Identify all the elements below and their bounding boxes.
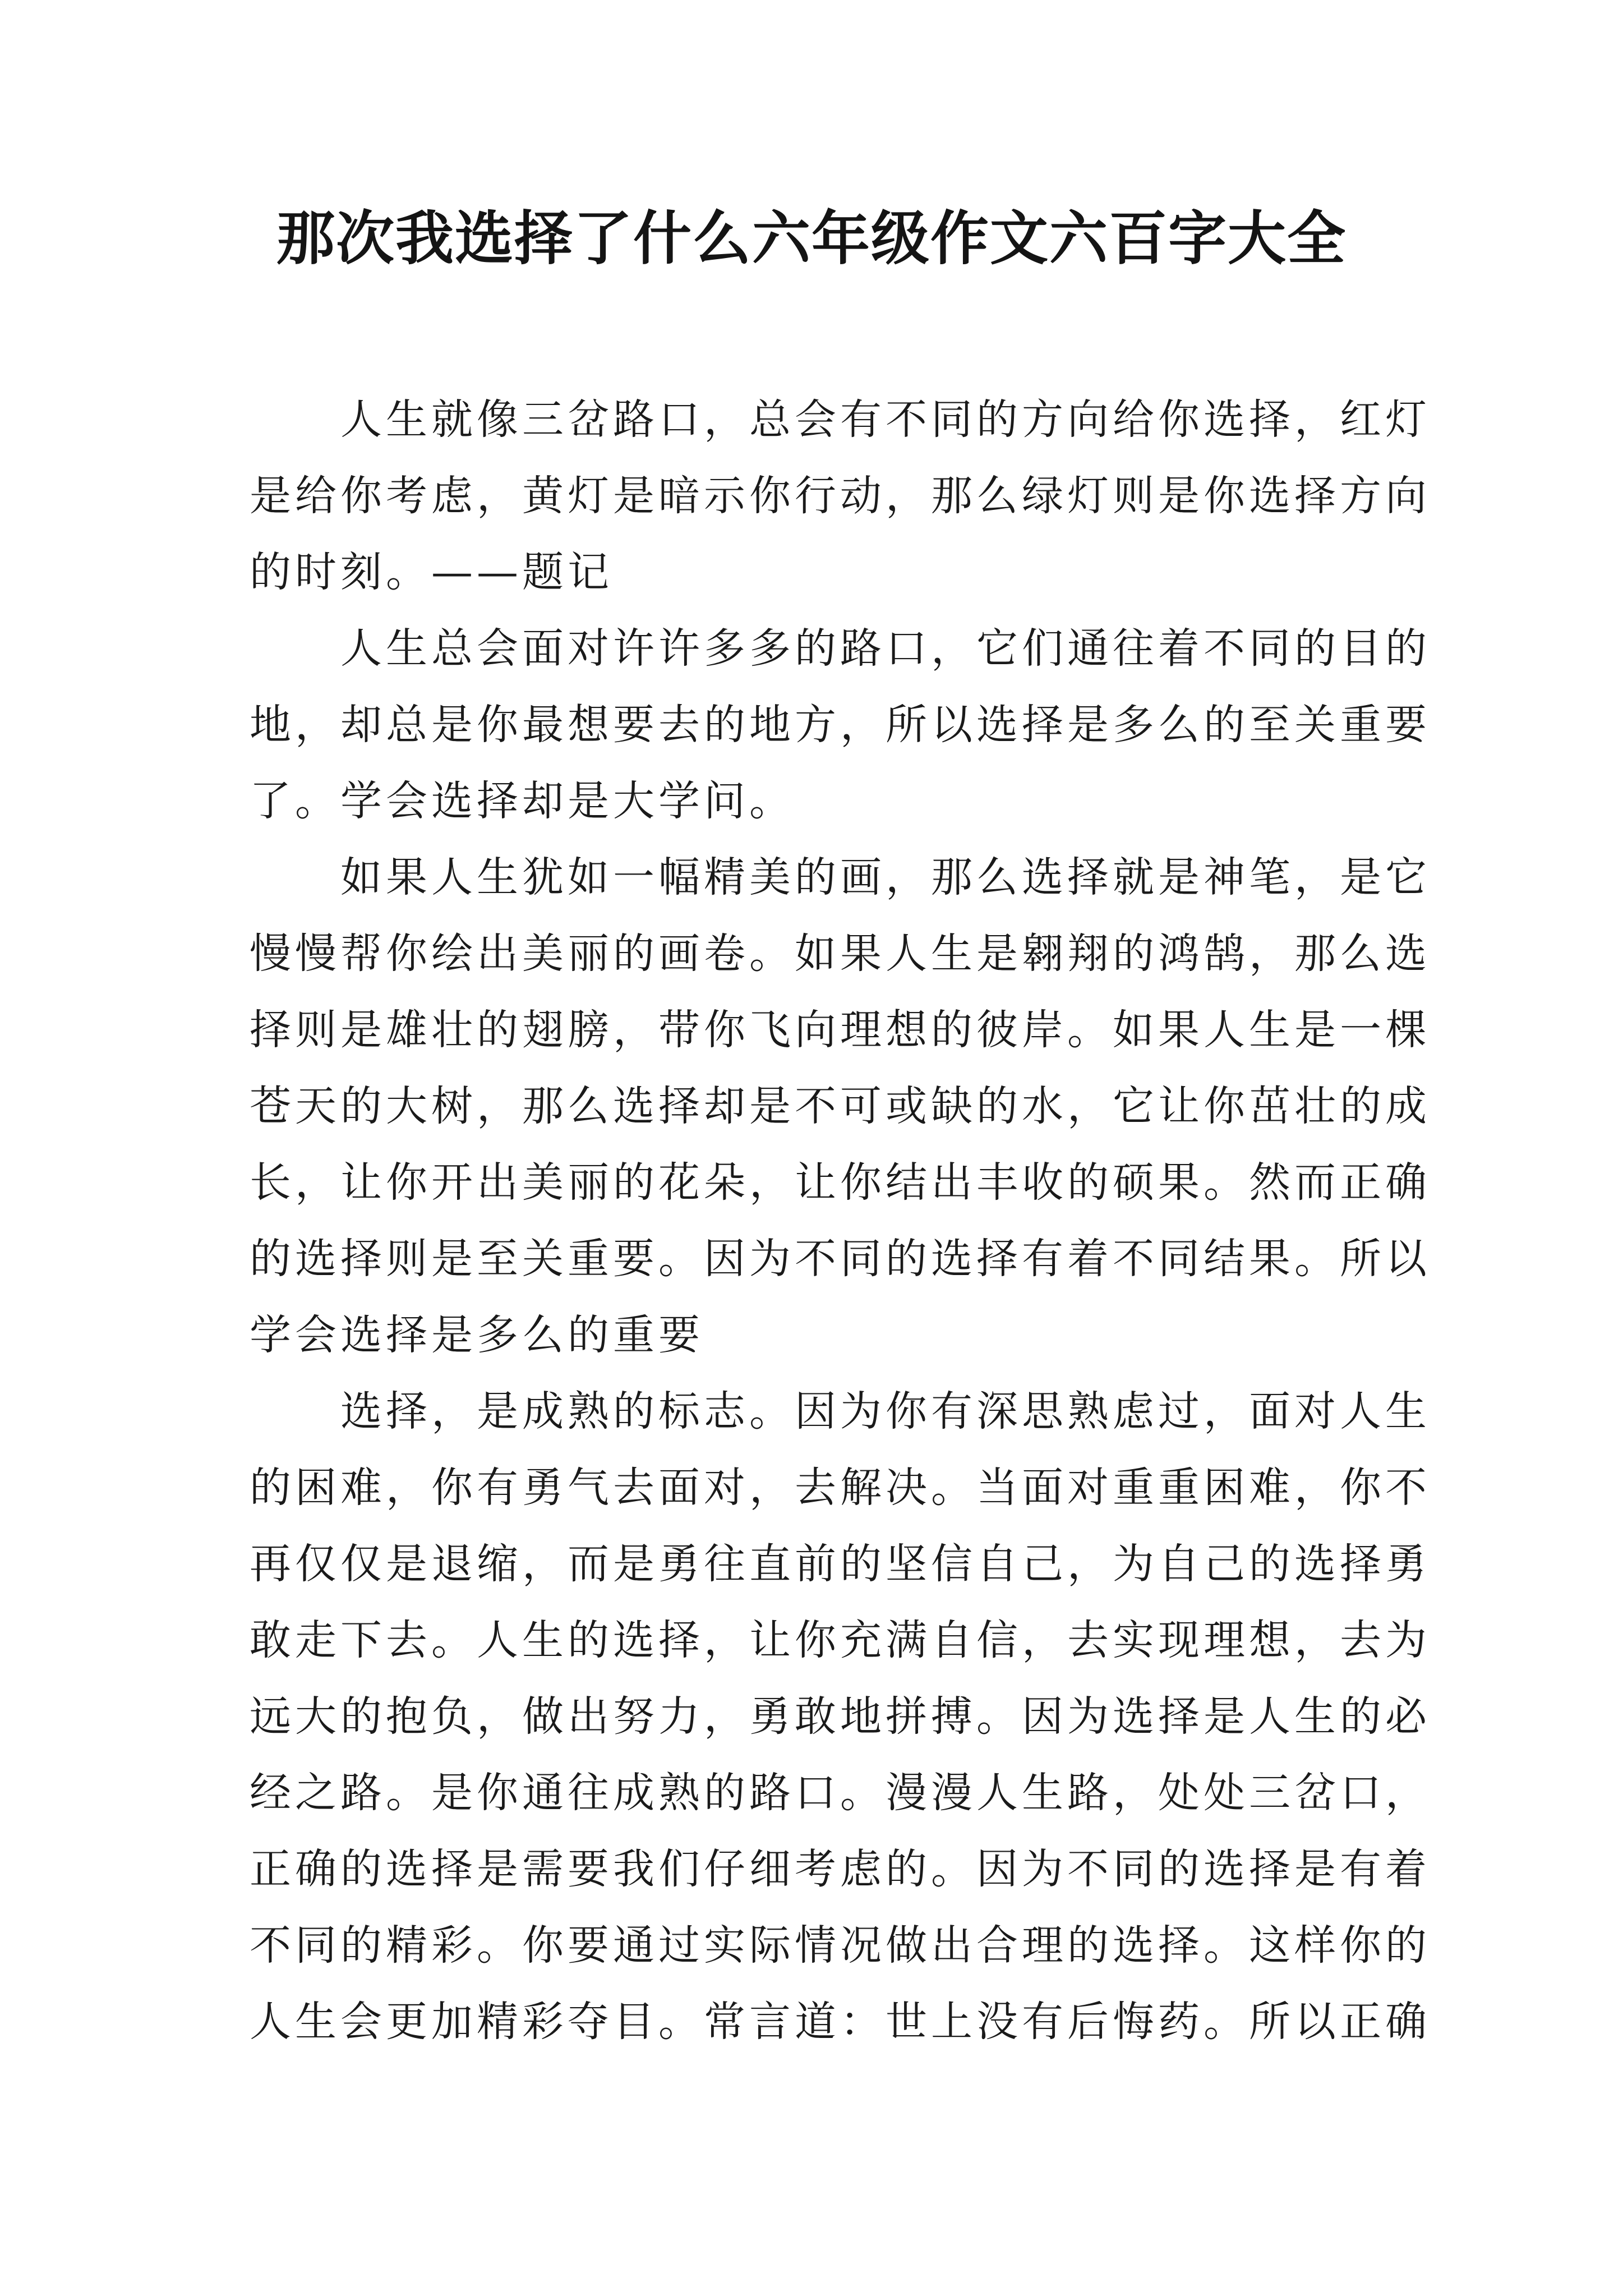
- text-line: 再仅仅是退缩，而是勇往直前的坚信自己，为自己的选择勇: [250, 1540, 1431, 1588]
- text-line: 的选择则是至关重要。因为不同的选择有着不同结果。所以: [250, 1235, 1431, 1283]
- text-line: 经之路。是你通往成熟的路口。漫漫人生路，处处三岔口，: [250, 1769, 1431, 1817]
- text-line: 如果人生犹如一幅精美的画，那么选择就是神笔，是它: [340, 853, 1431, 901]
- text-line: 不同的精彩。你要通过实际情况做出合理的选择。这样你的: [250, 1921, 1431, 1970]
- text-line: 地，却总是你最想要去的地方，所以选择是多么的至关重要: [250, 701, 1431, 749]
- text-line: 的时刻。——题记: [250, 548, 613, 596]
- text-line: 苍天的大树，那么选择却是不可或缺的水，它让你茁壮的成: [250, 1082, 1431, 1130]
- document-body: [250, 381, 1431, 2060]
- document-title: 那次我选择了什么六年级作文六百字大全: [276, 204, 1347, 273]
- text-line: 了。学会选择却是大学问。: [250, 777, 795, 825]
- text-line: 敢走下去。人生的选择，让你充满自信，去实现理想，去为: [250, 1616, 1431, 1664]
- text-line: 人生会更加精彩夺目。常言道：世上没有后悔药。所以正确: [250, 1998, 1431, 2046]
- text-line: 学会选择是多么的重要: [250, 1311, 704, 1359]
- text-line: 长，让你开出美丽的花朵，让你结出丰收的硕果。然而正确: [250, 1158, 1431, 1207]
- paragraph: [250, 839, 1431, 1373]
- text-line: 选择，是成熟的标志。因为你有深思熟虑过，面对人生: [340, 1387, 1431, 1435]
- text-line: 择则是雄壮的翅膀，带你飞向理想的彼岸。如果人生是一棵: [250, 1006, 1431, 1054]
- paragraph-epigraph: [250, 381, 1431, 610]
- paragraph: [250, 1373, 1431, 2060]
- text-line: 是给你考虑，黄灯是暗示你行动，那么绿灯则是你选择方向: [250, 472, 1431, 520]
- text-line: 远大的抱负，做出努力，勇敢地拼搏。因为选择是人生的必: [250, 1692, 1431, 1741]
- text-line: 慢慢帮你绘出美丽的画卷。如果人生是翱翔的鸿鹄，那么选: [250, 930, 1431, 978]
- text-line: 人生就像三岔路口，总会有不同的方向给你选择，红灯: [340, 395, 1431, 444]
- text-line: 的困难，你有勇气去面对，去解决。当面对重重困难，你不: [250, 1464, 1431, 1512]
- text-line: 正确的选择是需要我们仔细考虑的。因为不同的选择是有着: [250, 1845, 1431, 1893]
- text-line: 人生总会面对许许多多的路口，它们通往着不同的目的: [340, 624, 1431, 673]
- paragraph: [250, 610, 1431, 839]
